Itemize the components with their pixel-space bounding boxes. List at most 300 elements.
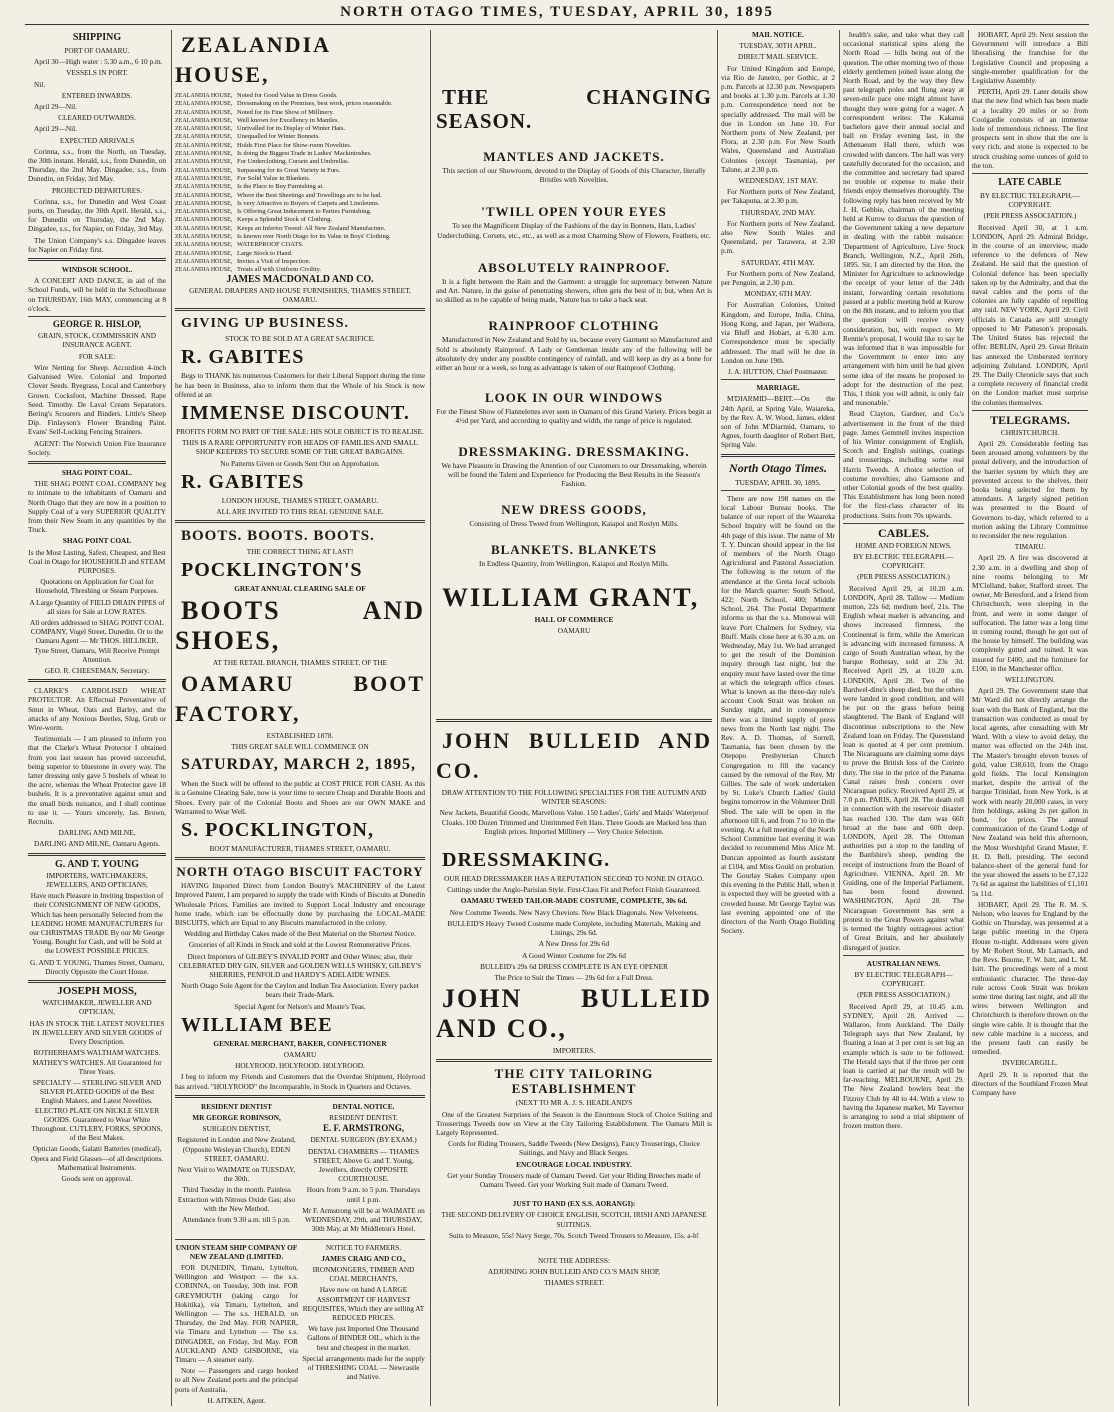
zealandia-list-item [175, 200, 425, 208]
zealandia-row-text: Invites a Visit of Inspection. [237, 257, 311, 265]
mantles-text: This section of our Showroom, devoted to the Display of Goods of this Character, literally Bristles with Novelties. [442, 166, 706, 185]
shag-text: THE SHAG POINT COAL COMPANY beg to intimate to the inhabitants of Oamaru and North Otago that they are now in a position to Supply Coal of a very SUPERIOR QUALITY from their New Seam in any quantities by the Truck. [28, 479, 166, 535]
mail-thursday-text: For Northern ports of New Zealand, also New South Wales and Queensland, per Tarawera, at 2.30 p.m. [721, 218, 835, 256]
shag-heading: SHAG POINT COAL. [61, 467, 133, 477]
gabites-note: No Patterns Given or Goods Sent Out on Approbation. [220, 458, 380, 468]
editorial: There are now 198 names on the local Labour Bureau books. The balance of our report of the Waiareka School Inquiry will be found on the 4th page of this issue. The name of Mr T. Y. Duncan should appear in the list of members of the North Otago Agricultural and Pastoral Association. The following is the return of the attendance at the Greta local schools for the March quarter: South School, 422; North School, 400; Middle School, 264. The Postal Department informs us that the s.s. Monowai will leave Port Chalmers for Sydney, via Bluff. Mails close here at 6.30 a.m. on Wednesday, May 1st. We had arranged to get the result of the Dominion inquiry through last night, but the enquiry must have lasted over the time at which the telegraph office closes. What is known as the three-day rule's account Cook Strait was broken on Sunday night, and in consequence there was a limited supply of press news from the North last night. The Rev. A. D. Thomas, of Sorrell, Tasmania, has been chosen by the Otepopo Presbyterian Church Congregation to fill the vacancy caused by the removal of the Rev. Mr Gillies. The sale of work undertaken by St. Luke's Church Ladies' Guild begins tomorrow in the Volunteer Drill Shed. The sale will be open in the afternoon till 6, and from 7 to 10 in the evening. At a full meeting of the North School Committee last evening it was decided to recommend Miss Alice M. Duncan appointed as fourth assistant at £104, and Miss Gould on probation. The Gourlay Stakes Company open this evening in the Public Hall, when it is expected they will be greeted with a crowded house. Mr George Taylor was last evening appointed one of the directors of the North Otago Building Society. [721, 493, 835, 936]
open-heading: 'TWILL OPEN YOUR EYES [481, 204, 667, 220]
column-2 [175, 30, 425, 1406]
divider [436, 1059, 712, 1062]
wellington-heading: WELLINGTON. [1005, 675, 1055, 684]
cables-sub: HOME AND FOREIGN NEWS. [855, 540, 952, 550]
shag-pipes: A Large Quantity of FIELD DRAIN PIPES of all sizes for Sale at LOW RATES. [29, 597, 165, 616]
dental-notice-heading: DENTAL NOTICE. [332, 1101, 395, 1111]
dental-notice-resident: RESIDENT DENTIST. [329, 1113, 398, 1123]
hislop-sub: GRAIN, STOCK, COMMISSION AND INSURANCE AGENT. [37, 331, 157, 350]
windows-heading: LOOK IN OUR WINDOWS [484, 390, 664, 406]
divider [721, 490, 835, 491]
armstrong-heading: E. F. ARMSTRONG, [323, 1123, 404, 1134]
zealandia-heading: ZEALANDIA HOUSE, [175, 32, 332, 87]
late-cable-heading: LATE CABLE [998, 177, 1062, 189]
zealandia-list-item [175, 192, 425, 200]
zealandia-row-text: Keeps a Splendid Stock of Clothing. [237, 216, 332, 224]
zealandia-list-item [175, 142, 425, 150]
sale-date: SATURDAY, MARCH 2, 1895, [181, 756, 416, 774]
zealandia-row-label: ZEALANDIA HOUSE, [175, 184, 233, 191]
changing-heading: THE CHANGING SEASON. [436, 85, 712, 133]
zealandia-row-label: ZEALANDIA HOUSE, [175, 250, 233, 257]
windsor-text: A CONCERT AND DANCE, in aid of the School Funds, will be held in the Schoolhouse on THURSDAY, 16th MAY, commencing at 8 o'clock. [28, 276, 166, 313]
zealandia-row-label: ZEALANDIA HOUSE, [175, 109, 233, 116]
windsor-heading: WINDSOR SCHOOL. [61, 265, 133, 275]
column-3 [436, 30, 712, 1406]
dentist-third: Third Tuesday in the month. Painless Extraction with Nitrous Oxide Gas; also with the New Method. [177, 1185, 296, 1213]
moss-heading: JOSEPH MOSS, [57, 985, 137, 998]
entered-heading: ENTERED INWARDS. [61, 90, 133, 100]
gabites-discount: IMMENSE DISCOUNT. [181, 401, 410, 424]
tailoring-suit: Get your Sunday Trousers made of Oamaru Tweed. Get your Riding Breeches made of Oamaru Tweed. Get your Working Suit made of Oamaru Tweed. [447, 1170, 701, 1189]
zealandia-row-text: Where the Best Sheetings and Towellings are to be had. [237, 191, 382, 199]
zealandia-row-text: Noted for its Fine Show of Millinery. [237, 108, 334, 116]
boots-heading: BOOTS. BOOTS. BOOTS. [181, 528, 375, 545]
just-to-hand-measure: Suits to Measure, 55s! Navy Serge, 70s. Scotch Tweed Trousers to Measure, 15s. a-h! [448, 1230, 700, 1240]
shag-quote: Quotations on Application for Coal for Household, Threshing or Steam Purposes. [35, 577, 159, 596]
divider [175, 520, 425, 523]
gabites-heading: R. GABITES [181, 346, 305, 369]
zealandia-row-text: Noted for Good Value in Dress Goods. [237, 92, 338, 99]
shag-sub: SHAG POINT COAL [62, 536, 132, 546]
column-4 [721, 30, 835, 1406]
boots-sub: THE CORRECT THING AT LAST! [246, 547, 354, 557]
young-signature: G. AND T. YOUNG, Thames Street, Oamaru, Directly Opposite the Court House. [29, 957, 165, 976]
gabites-text: Begs to THANK his numerous Customers for their Liberal Support during the time he has been in Business, also to inform them that the Whole of his Stock is now offered at an [175, 371, 425, 399]
bulleid-heading: JOHN BULLEID AND CO. [436, 728, 712, 784]
address-street: THAMES STREET. [544, 1278, 604, 1288]
column-6 [972, 30, 1088, 1406]
boots-big: BOOTS AND SHOES, [175, 595, 425, 655]
bulleid-items: New Jackets, Beautiful Goods, Marvellous Value. 150 Ladies', Girls' and Maids' Waterproof Cloaks. 100 Dozen Trimmed and Untrimmed Felt Hats. Three Goods are Marked less than English prices. Imported Millinery — Very Choice Selection. [439, 808, 709, 836]
zealandia-row-text: Unequalled for Winter Bonnets. [237, 133, 321, 141]
vessels-heading: VESSELS IN PORT. [66, 68, 128, 78]
blankets-text: In Endless Quantity, from Wellington, Kaiapoi and Roslyn Mills. [479, 559, 669, 569]
bulleid-price-2: A Good Winter Costume for 29s 6d [522, 950, 626, 960]
bulleid-price-1: A New Dress for 29s 6d [538, 939, 610, 949]
paper-date: TUESDAY, APRIL 30, 1895. [735, 477, 821, 487]
clothing-text: Manufactured in New Zealand and Sold by us, because every Garment so Manufactured and Sold is absolutely Rainproof. A Lady or Gentleman inside any of the following will be absolutely dry under any possible contingency of rainfall, and will keep as dry as a bone for either an hour or a week, so long as advantage is taken of our Rainproof Clothing. [436, 335, 712, 373]
grant-heading: WILLIAM GRANT, [442, 582, 700, 612]
zealandia-row-text: Treats all with Uniform Civility. [237, 266, 322, 274]
pocklington-signature: S. POCKLINGTON, [181, 819, 374, 841]
zealandia-list-item [175, 117, 425, 125]
bulleid-importers: IMPORTERS. [552, 1046, 596, 1056]
christchurch-text: April 29. Considerable feeling has been aroused among volunteers by the postal delivery, and the introduction of the barrier system by which they are prevented access to the shelves, their books being selected for them by attendants. A largely signed petition was presented to the Board of Governors to-day, which referred to a motion asking the Library Committee to reconsider the new regulation. [972, 438, 1088, 540]
craig-sub: IRONMONGERS, TIMBER AND COAL MERCHANTS, [312, 1264, 415, 1284]
mail-sub: DIRECT MAIL SERVICE. [738, 52, 818, 62]
dentist-title: SURGEON DENTIST, [202, 1124, 271, 1134]
pocklington-sub: GREAT ANNUAL CLEARING SALE OF [234, 584, 366, 594]
bulleid-price-3: The Price to Suit the Times — 29s 6d for a Full Dress. [494, 972, 654, 982]
timaru-heading: TIMARU. [1014, 542, 1046, 552]
mail-wednesday-text: For Northern ports of New Zealand, per Takapuna, at 2.30 p.m. [721, 187, 835, 206]
union-text: FOR DUNEDIN, Timaru, Lyttelton, Wellington and Westport — the s.s. CORINNA, on Tuesday, 30th inst. FOR GREYMOUTH (taking cargo for Hokitika), via Timaru, Lyttelton, and Wellington — The s.s. HERALD, on Thursday, the 2nd May. FOR NAPIER, via Timaru and Lyttelton — The s.s. DINGADEE, on Friday, 3rd May. FOR AUCKLAND AND GISBORNE, via Timaru — A steamer early. [175, 1262, 298, 1364]
zealandia-row-text: Dressmaking on the Premises, best work, prices reasonable. [237, 100, 393, 108]
zealandia-row-text: Keeps an Inferior Tweed: All New Zealand Manufacture. [237, 224, 386, 232]
port-heading: PORT OF OAMARU. [64, 46, 130, 55]
zealandia-list-item [175, 109, 425, 117]
giving-heading: GIVING UP BUSINESS. [181, 316, 349, 332]
column-divider [717, 30, 718, 1406]
mail-heading: MAIL NOTICE. [752, 30, 804, 39]
zealandia-list-item [175, 250, 425, 258]
projected-heading: PROJECTED DEPARTURES. [51, 185, 143, 195]
rainproof-text: It is a fight between the Rain and the Garment: a struggle for supremacy between Nature and Art. Nature, in the guise of penetrating showers, often gets the best of it; but, when Art is so skilled as to be capable of being made, Nature has to take a back seat. [436, 276, 712, 305]
divider [28, 316, 166, 317]
hobart-text: HOBART, April 29. Next session the Government will introduce a Bill liberalising the franchise for the Legislative Council and proposing a single-member qualification for the Legislative Assembly. [972, 30, 1088, 86]
bee-text: I beg to inform my Friends and Customers that the Overdue Shipment, Holyrood has arrived. "HOLYROOD" the Incomparable, in Stock in Quarters and Octaves. [175, 1072, 425, 1091]
dentist-robinson [175, 1102, 298, 1236]
shag-sub2: Is the Most Lasting, Safest, Cheapest, and Best Coal in Otago for HOUSEHOLD and STEAM PURPOSES. [28, 547, 166, 575]
zealandia-row-label: ZEALANDIA HOUSE, [175, 134, 233, 141]
invercargill-text: April 29. It is reported that the directors of the Southland Frozen Meat Company have [972, 1069, 1088, 1097]
mail-signature: J. A. HUTTON, Chief Postmaster. [728, 366, 828, 376]
masthead: NORTH OTAGO TIMES, TUESDAY, APRIL 30, 1895 [340, 4, 774, 20]
just-to-hand-text: THE SECOND DELIVERY OF CHOICE ENGLISH, SCOTCH, IRISH AND JAPANESE SUITINGS. [441, 1210, 707, 1229]
bee-town: OAMARU [283, 1050, 317, 1060]
marriage-heading: MARRIAGE. [756, 383, 800, 393]
hislop-agent: AGENT: The Norwich Union Fire Insurance Society. [28, 438, 166, 457]
tailoring-sub: (NEXT TO MR A. J. S. HEADLAND'S [515, 1098, 633, 1108]
zealandia-signature-sub: GENERAL DRAPERS AND HOUSE FURNISHERS, THAMES STREET, OAMARU. [189, 285, 411, 304]
bulleid-made: BULLEID'S Heavy Tweed Costume made Complete, including Materials, Making and Linings, 29s 6d. [447, 918, 701, 938]
tailoring-heading: THE CITY TAILORING ESTABLISHMENT [494, 1066, 654, 1097]
giving-sub: STOCK TO BE SOLD AT A GREAT SACRIFICE. [225, 334, 375, 344]
zealandia-signature: JAMES MACDONALD AND CO. [226, 273, 374, 285]
column-5 [843, 30, 964, 1406]
dressmaking-heading: DRESSMAKING. DRESSMAKING. [458, 443, 690, 459]
zealandia-list-item [175, 208, 425, 216]
new-dress-text: Consisting of Dress Tweed from Wellington, Kaiapoi and Roslyn Mills. [469, 519, 679, 529]
clayton-text: Read Clayton, Gardner, and Co.'s advertisement in the front of the third page. James Gemmell invites inspection of his Winter consignment of English, Scotch and English suitings, coatings and trouserings, including some real Harris Tweeds. A choice selection of costume novelties; also Gamsone and other Colonial goods of the best quality. This Establishment has long been noted for the first-class character of its productions. Suits from 70s upwards. [843, 409, 964, 520]
divider [28, 679, 166, 682]
biscuit-imports: Direct Importers of GILBEY'S INVALID PORT and Other Wines; also, their CELEBRATED DRY GIN, SILVER and GOLDEN WELLS WHISKY, GILBEY'S SHERRIES, PENFOLD and HARDY'S ADELAIDE WINES. [178, 951, 422, 980]
gabites-address: LONDON HOUSE, THAMES STREET, OAMARU. [221, 495, 379, 505]
divider [175, 308, 425, 311]
late-cable-association: (PER PRESS ASSOCIATION.) [983, 211, 1077, 221]
column-divider [839, 30, 840, 1406]
darling-testimonial: Testimonials — I am pleased to inform you that the Clarke's Wheat Protector I obtained from you last season has proved successful, being superior to bluestone in every way. The latter dressing only gave 5 bushels of wheat to the acre, whereas the Wheat Protector gave 18 bushels. It is a preventative against smut and the small birds nuisance, and I shall continue to use it. — Yours sincerely, Jas. Brown, Recruits. [28, 734, 166, 827]
zealandia-row-text: Is known over North Otago for its Value in Boys' Clothing. [237, 233, 391, 241]
union-note: The Union Company's s.s. Dingadee leaves for Napier on Friday first. [28, 235, 166, 254]
zealandia-row-label: ZEALANDIA HOUSE, [175, 175, 233, 182]
shag-orders: All orders addressed to SHAG POINT COAL COMPANY, Vogel Street, Dunedin. Or to the Oamaru Agent — Mr THOS. HILLIKER, Tyne Street, Oamaru, Will Receive Prompt Attention. [29, 617, 165, 664]
timaru-text: April 29. A fire was discovered at 2.30 a.m. in a dwelling and shop of nine rooms belonging to Mr M'Clelland, baker, Stafford street. The owner, Mr Beresford, and a friend from Christchurch, were sleeping in the front, and were in some danger of suffocation. The latter was a long time in coming round, though he got out of the house by himself. The building was completely gutted and ruined. It was insured for £400, and the furniture for £100, in the Manchester office. [972, 553, 1088, 673]
wellington-text: April 29. The Government state that Mr Ward did not directly arrange the loan with the Bank of England, but the transaction was conducted as usual by local agents, after consulting with Mr Ward. With a view to avoid delay, the matter was effected on the 24th inst. The Master's brought eleven boxes of gold, value £38,610, from the Otago gold fields. The local Kensington market, despite the arrival of the barque Trinidad, from New York, is at work with nearly 20,000 cases, in very firm holdings, asking 2s per gallon in bond, for prices. The annual communication of the Grand Lodge of New Zealand was held this afternoon, the Most Worshipful Grand Master, F. H. D. Bell, presiding. The second balance-sheet of the general fund for the year showed the assets to be £7,122 7s 6d as against the liabilities of £1,101 5s 11d. [972, 686, 1088, 898]
cables-association: (PER PRESS ASSOCIATION.) [857, 572, 950, 582]
divider [843, 955, 964, 956]
moss-sub: WATCHMAKER, JEWELLER AND OPTICIAN, [42, 998, 152, 1017]
zealandia-row-label: ZEALANDIA HOUSE, [175, 217, 233, 224]
paper-title: North Otago Times. [729, 460, 827, 475]
zealandia-list-item [175, 92, 425, 100]
moss-text: HAS IN STOCK THE LATEST NOVELTIES IN JEWELLERY AND SILVER GOODS of Every Description. [29, 1018, 165, 1047]
biscuit-agent: North Otago Sole Agent for the Ceylon and Indian Tea Association. Every packet bears their Trade-Mark. [181, 981, 419, 1000]
mail-date: TUESDAY, 30TH APRIL. [739, 41, 817, 51]
zealandia-list-item [175, 233, 425, 241]
zealandia-list-item [175, 125, 425, 133]
biscuit-heading: NORTH OTAGO BISCUIT FACTORY [176, 864, 424, 880]
invercargill-heading: INVERCARGILL. [1002, 1058, 1058, 1068]
moss-optician: Optician Goods, Galatti Batteries (medical), Opera and Field Glasses—of all descriptions. Mathematical Instruments. [30, 1144, 164, 1172]
expected-text: Corinna, s.s., from the North, on Tuesday, the 30th instant. Herald, s.s., from Dunedin, on Thursday, the 2nd May. Dingadee, s.s., from Dunedin, on Friday, 3rd May. [28, 146, 166, 184]
zealandia-row-text: Is very Attractive to Buyers of Carpets and Linoleums. [237, 199, 380, 207]
tailoring-encourage: ENCOURAGE LOCAL INDUSTRY. [516, 1159, 632, 1169]
zealandia-row-text: Is Offering Great Inducement to Parties Furnishing. [237, 208, 372, 216]
projected-text: Corinna, s.s., for Dunedin and West Coast ports, on Tuesday, the 30th April. Herald, s.s., for Dunedin on Thursday, the 2nd May. Dingadee, s.s., for Napier, on Friday, 3rd May. [28, 196, 166, 234]
divider [972, 173, 1088, 174]
tailoring-items: Cords for Riding Trousers, Saddle Tweeds (New Designs), Fancy Trouserings, Choice Suitings, and Navy and Black Serges. [448, 1139, 700, 1158]
vessels-text: Nil. [34, 79, 46, 89]
cleared-heading: CLEARED OUTWARDS. [58, 113, 136, 123]
tailoring-text: One of the Greatest Surprises of the Season is the Enormous Stock of Choice Suiting and Trouserings Tweeds now on View at the City Tailoring Establishment. The Oamaru Mill is Largely Represented. [436, 1109, 712, 1137]
zealandia-list-item [175, 225, 425, 233]
zealandia-row-text: Large Stock to Hand. [237, 249, 293, 257]
zealandia-row-label: ZEALANDIA HOUSE, [175, 142, 233, 149]
zealandia-row-label: ZEALANDIA HOUSE, [175, 151, 233, 158]
zealandia-row-label: ZEALANDIA HOUSE, [175, 209, 233, 216]
armstrong-waimate: Mr F. Armstrong will be at WAIMATE on WEDNESDAY, 29th, and THURSDAY, 30th May, at Mr Middleton's Hotel. [302, 1205, 425, 1234]
divider [721, 454, 835, 457]
divider [28, 853, 166, 856]
address-text: ADJOINING JOHN BULLEID AND CO.'S MAIN SHOP, [488, 1267, 660, 1277]
new-dress-heading: NEW DRESS GOODS, [501, 502, 647, 518]
bulleid-heading-2: JOHN BULLEID AND CO., [436, 984, 712, 1044]
hislop-items: Wire Netting for Sheep. Accordion 4-inch Galvanised Wire. Colonial and Imported Clover Seeds. Ryegrass, Local and Canterbury Grown. Cocksfoot, Machine Dressed. Rape Seed. Timothy. De Laval Cream Separators. Bering's Scourers and Binders. Little's Sheep Dip. Finlayson's Flower Branding Paint. Evans' Self-Locking Fencing Strainers. [28, 362, 166, 437]
pocklington-signature-sub: BOOT MANUFACTURER, THAMES STREET, OAMARU. [209, 844, 391, 853]
armstrong-hours: Hours from 9 a.m. to 5 p.m. Thursdays until 1 p.m. [306, 1185, 421, 1204]
rainproof-heading: ABSOLUTELY RAINPROOF. [477, 259, 671, 275]
gabites-profits: PROFITS FORM NO PART OF THE SALE: HIS SOLE OBJECT IS TO REALISE. [176, 426, 424, 436]
bee-sub: GENERAL MERCHANT, BAKER, CONFECTIONER [213, 1038, 387, 1048]
just-to-hand-heading: JUST TO HAND (EX S.S. AORANGI): [512, 1199, 636, 1209]
zealandia-row-label: ZEALANDIA HOUSE, [175, 93, 233, 99]
perth-text: PERTH, April 29. Later details show that the new find which has been made at a locality 20 miles or so from Coolgardie consists of an immense lode of tremendous richness. The first prospects sent in show that the ore is very rich, and stone is expected to be struck crushing some ounces of gold to the ton. [972, 87, 1088, 170]
australian-news-text: Received April 29, at 10.45 a.m. SYDNEY, April 28. Arrived — Wallaroo, from Auckland. The Daily Telegraph says that New Zealand, by floating a loan at 3 per cent is set big an example which is sure to be followed. The Herald says that if the three per cent loan is carried at par the result will be far-reaching. MELBOURNE, April 29. The New Zealand bowlers beat the Fitzroy Club by 48 to 44. With a view to having the Japanese market, Mr Tavernor is arranging to send a trial shipment of frozen mutton there. [843, 1001, 964, 1131]
zealandia-list-item [175, 100, 425, 108]
dentist-visit: Next Visit to WAIMATE on TUESDAY, the 30th. [177, 1165, 296, 1184]
zealandia-list-item [175, 150, 425, 158]
darling-signature: DARLING AND MILNE, Oamaru Agents. [33, 839, 161, 849]
darling-heading: DARLING AND MILNE, [58, 828, 136, 838]
mail-monday-text: For Australian Colonies, United Kingdom, and Europe, India, China, Hong Kong, and Japan, per Waihora, via Bluff and Hobart, at 6.30 a.m. Correspondence must be specially addressed. The mail will be due in London on June 19th. [721, 300, 835, 365]
divider [175, 1239, 425, 1240]
craig-text-2: We have just Imported One Thousand Gallons of BINDER OIL, which is the best and cheapest in the market. [307, 1324, 420, 1352]
zealandia-row-text: Surpassing for its Great Variety in Furs. [237, 166, 341, 174]
biscuit-special: Special Agent for Nelson's and Moate's Teas. [234, 1001, 366, 1011]
union-note-2: Note — Passengers and cargo booked to all New Zealand ports and the principal ports of Australia. [175, 1366, 298, 1394]
sale-text: When the Stock will be offered to the public at COST PRICE FOR CASH. As this is a Genuine Clearing Sale, now is your time to secure Cheap and Durable Boots and Shoes. Every pair of the Colonial Boots and Shoes are our OWN MAKE and Warranted to Wear Well. [175, 779, 425, 816]
shipping-heading: SHIPPING [72, 32, 122, 43]
divider [28, 258, 166, 261]
hislop-heading: GEORGE R. HISLOP, [52, 319, 142, 330]
zealandia-row-label: ZEALANDIA HOUSE, [175, 258, 233, 265]
bulleid-materials: New Costume Tweeds. New Navy Cheviots. New Black Diagonals. New Velveteens. [449, 907, 699, 917]
bulleid-eye-opener: BULLEID's 29s 6d DRESS COMPLETE IS AN EYE OPENER [480, 961, 668, 971]
bulleid-dressmaking-text: OUR HEAD DRESSMAKER HAS A REPUTATION SECOND TO NONE IN OTAGO. [444, 874, 704, 884]
dentist-hours: Attendance from 9.30 a.m. till 5 p.m. [182, 1215, 291, 1225]
armstrong-title: DENTAL SURGEON (BY EXAM.) [310, 1135, 417, 1145]
australian-news-by: BY ELECTRIC TELEGRAPH—COPYRIGHT. [854, 969, 953, 989]
bee-heading: WILLIAM BEE [181, 1013, 333, 1036]
open-text: To see the Magnificent Display of the Fashions of the day in Bonnets, Hats, Ladies' Underclothing, Corsets, etc., etc., as well as a most Charming Show of Flowers, Feathers, etc. [437, 221, 711, 240]
zealandia-list-item [175, 133, 425, 141]
dentist-armstrong [302, 1102, 425, 1236]
late-cable-text: Received April 30, at 1 a.m. LONDON, April 29. Admiral Bridge, in the course of an interview, made reference to the defences of New Zealand. He said that the question of Colonial defence has been specially taken up by the Admiralty, and that the naval cables and the ports of the colonies are fully capable of repelling any raid. NEW YORK, April 29. Civil officials in Canada are still strongly opposed to Mr Patteson's proposals. The United States has rejected the offer. BERLIN, April 29. Great Britain has annexed the Umbersted territory adjoining Zululand. LONDON, April 29. The Daily Chronicle says that such a complete recovery of financial credit on the London market must surprise the colonies themselves. [972, 222, 1088, 407]
moss-specialty: SPECIALTY — STERLING SILVER AND SILVER PLATED GOODS of the Best English Makers, and Latest Novelties. ELECTRO PLATE ON NICKLE SILVER GOODS. Guaranteed to Wear White Throughout. CUTLERY, FORKS, SPOONS, of the Best Makes. [31, 1077, 163, 1143]
boots-at: AT THE RETAIL BRANCH, THAMES STREET, OF THE [212, 657, 388, 667]
column-divider [171, 30, 172, 1406]
late-cable-by: BY ELECTRIC TELEGRAPH.—COPYRIGHT. [980, 191, 1080, 210]
dentist-heading: RESIDENT DENTIST [200, 1101, 273, 1111]
sale-date-lead: THIS GREAT SALE WILL COMMENCE ON [231, 741, 369, 751]
hislop-forsale: FOR SALE: [78, 351, 116, 361]
zealandia-row-label: ZEALANDIA HOUSE, [175, 267, 233, 274]
dentist-registration: Registered in London and New Zealand, (Opposite Wesleyan Church), EDEN STREET, OAMARU. [177, 1135, 296, 1163]
zealandia-row-label: ZEALANDIA HOUSE, [175, 242, 233, 249]
expected-heading: EXPECTED ARRIVALS [59, 135, 135, 145]
zealandia-list-item [175, 258, 425, 266]
editorial-continued: health's sake, and take what they call occasional statistical spins along the North Road — hills being out of the question. The other morning two of those elderly gentlemen joined issue along the North Road, and by the way they flew past telegraph poles and flung away at seven-mile pace one might almost have thought they were going for a wager. A correspondent writes: The Kakanui bachelors gave their annual social and ball on Friday evening last, in the Athenaeum Hall there, which was crowded with dancers. The hall was very tastefully decorated for the occasion, and the committee and secretary had spared no trouble or expense to make their friends enjoy themselves thoroughly. The following reply has been received by Mr J. H. Gebbie, chairman of the meeting held at Kurow to discuss the question of the Government taking a new departure in dealing with the rabbit nuisance: 'Department of Agriculture, Live Stock Branch, Wellington, N.Z., April 26th, 1895. Sir, I am directed by the Hon. the Minister for Agriculture to acknowledge the receipt of your letter of the 24th instant, forwarding certain resolutions passed at a public meeting held at Kurow on the 8th instant, and to inform you that the question will receive every consideration, but, with respect to Mr Rennie's proposal, I would like to say he was informed that it was impossible for the Government to enter into any arrangement with him until he had given some idea of the means he proposed to adopt for the destruction of the pest. This, I think you will admit, is only fair and reasonable.' [843, 30, 964, 408]
zealandia-row-text: Unrivalled for its Display of Winter Hats. [237, 125, 346, 133]
darling-text: CLARKE'S CARBOLISED WHEAT PROTECTOR. An Effectual Preventative of Smut in Wheat, Oats and Barley, and the attacks of any Noxious Beetles, Slug, Grub or Wire-worm. [28, 686, 166, 732]
zealandia-row-label: ZEALANDIA HOUSE, [175, 234, 233, 241]
craig-ad [302, 1243, 425, 1407]
bottom-row [175, 1243, 425, 1407]
divider [28, 461, 166, 464]
union-heading: UNION STEAM SHIP COMPANY OF NEW ZEALAND (LIMITED. [175, 1242, 298, 1261]
zealandia-row-label: ZEALANDIA HOUSE, [175, 101, 233, 108]
craig-special: Special arrangements made for the supply of THRESHING COAL — Newcastle and Native. [302, 1353, 425, 1382]
moss-foot: Goods sent on approval. [61, 1173, 133, 1183]
divider [175, 857, 425, 860]
divider [721, 379, 835, 380]
zealandia-row-label: ZEALANDIA HOUSE, [175, 225, 233, 232]
zealandia-row-label: ZEALANDIA HOUSE, [175, 159, 233, 166]
zealandia-list-item [175, 183, 425, 191]
zealandia-list-item [175, 241, 425, 249]
zealandia-row-text: Is the Place to Buy Furnishing at. [237, 183, 324, 191]
craig-heading: JAMES CRAIG AND CO., [321, 1253, 406, 1263]
grant-town: OAMARU [557, 625, 591, 635]
armstrong-chambers: DENTAL CHAMBERS — THAMES STREET, Above G. and T. Young, Jewellers, directly OPPOSITE COURTHOUSE. [307, 1146, 420, 1184]
column-1 [28, 30, 166, 1406]
zealandia-row-label: ZEALANDIA HOUSE, [175, 117, 233, 124]
mail-thursday: THURSDAY, 2ND MAY. [740, 207, 816, 217]
column-divider [968, 30, 969, 1406]
marriage-text: M'DIARMID—BERT.—On the 24th April, at Spring Vale, Waiareka, by the Rev. A. W. Wood, James, eldest son of John M'Diarmid, Oamaru, to Agnes, fourth daughter of Robert Bert, Spring Vale. [721, 394, 835, 450]
dentist-row [175, 1102, 425, 1236]
union-signature: H. AITKEN, Agent. [207, 1395, 266, 1405]
gabites-heading-2: R. GABITES [181, 470, 305, 493]
zealandia-row-label: ZEALANDIA HOUSE, [175, 167, 233, 174]
bee-holyrood: HOLYROOD. HOLYROOD. HOLYROOD. [235, 1061, 365, 1071]
bulleid-sub: DRAW ATTENTION TO THE FOLLOWING SPECIALTIES FOR THE AUTUMN AND WINTER SEASONS: [441, 788, 707, 807]
entered-text: April 29—Nil. [34, 102, 77, 112]
zealandia-list-item [175, 175, 425, 183]
dentist-name: MR GEORGE ROBINSON, [192, 1113, 281, 1123]
divider [175, 1095, 425, 1098]
divider [972, 410, 1088, 411]
pocklington-heading: POCKLINGTON'S [181, 559, 363, 582]
cables-by: BY ELECTRIC TELEGRAPH.—COPYRIGHT. [853, 551, 954, 571]
cables-text: Received April 29, at 10.20 a.m. LONDON, April 28. Tallow — Medium mutton, 22s 6d; medium beef, 21s. The English wheat market is advancing, and shows increased firmness, the Continental is firm, while the American is advancing with increased firmness. A cargo of South Australian wheat, by the barque Rothesay, sold at 23s 3d. Received April 29, at 10.20 a.m. LONDON, April 28. Two of the Bardwel-dine's sheep died, but the others were landed in good condition, and will be put on the grass before being slaughtered. The Bank of England will discontinue subscriptions to the New Zealand loan on Friday. The Queensland loan is quoted at 4 per cent premium. The Nicaraguans are claiming some days to prove the British loss of the Corinto duty. The rise in the price of the Panama Canal raises fresh concern over Nicaraguan policy. Received April 29, at 7.0 p.m. PARIS, April 28. The death roll in connection with the reservoir disaster has reached 130. The dam was 66ft broad at the base and 60ft deep. LONDON, April 28. The Ottoman authorities put a stop to the landing of the Banfshire's sheep, pending the receipt of instructions from the Board of Agriculture. VIENNA, April 28. Mr Guiding, one of the Imperial Parliament, has been found drowned. WASHINGTON, April 28. The Nicaraguan Government has sent a protest to the Great Powers against what is termed the 'highly outrageous action' of Great Britain, and her absolutely disregard of justice. [843, 583, 964, 952]
zealandia-row-text: Well known for Excellency in Mantles. [237, 116, 340, 124]
dressmaking-text: We have Pleasure in Drawing the Attention of our Customers to our Dressmaking, wherein will be found the Talent and Experience for Producing the Best Results in the Season's Fashion. [441, 460, 707, 489]
mail-text: For United Kingdom and Europe, via Rio de Janeiro, per Gothic, at 2 p.m. Parcels at 12.30 p.m. Newspapers and books at 1.30 p.m. Parcels at 1.30 p.m. Correspondence need not be specially addressed. The mail will be due in London on June 10. For Northern ports of New Zealand, per Flora, at 2.30 p.m. For New South Wales, Queensland and Australian Colonies (except Tasmania), per Talune, at 2.30 p.m. [721, 63, 835, 174]
young-text: Have much Pleasure in Inviting Inspection of their CONSIGNMENT OF NEW GOODS, Which has been personally Selected from the LEADING HOME MANUFACTURERS for our CHRISTMAS TRADE By our Mr George Young. Bought for Cash, and will be Sold at the LOWEST POSSIBLE PRICES. [29, 891, 165, 956]
young-sub: IMPORTERS, WATCHMAKERS, JEWELLERS, AND OPTICIANS, [46, 870, 148, 890]
mail-wednesday: WEDNESDAY, 1ST MAY. [738, 176, 818, 186]
union-ad [175, 1243, 298, 1407]
zealandia-row-text: WATERPROOF COATS. [237, 241, 304, 249]
zealandia-list-item [175, 158, 425, 166]
windows-text: For the Finest Show of Flannelettes ever seen in Oamaru of this Grand Variety. Prices begin at 4½d per Yard, and according to quality and width, the range of price is regulated. [436, 407, 712, 426]
column-divider [430, 30, 431, 1406]
mail-saturday-text: For Northern ports of New Zealand, per Penguin, at 2.30 p.m. [721, 268, 835, 288]
australian-news-heading: AUSTRALIAN NEWS. [866, 958, 941, 968]
divider [28, 980, 166, 983]
divider [843, 523, 964, 524]
zealandia-list [175, 92, 425, 275]
clothing-heading: RAINPROOF CLOTHING [488, 318, 660, 334]
masthead-rule [25, 24, 1089, 25]
gabites-invite: ALL ARE INVITED TO THIS REAL GENUINE SALE. [216, 506, 384, 516]
christchurch-heading: CHRISTCHURCH. [1000, 427, 1060, 437]
bulleid-costume: OAMARU TWEED TAILOR-MADE COSTUME, COMPLETE, 30s 6d. [460, 896, 688, 906]
zealandia-row-text: For Underclothing, Corsets and Umbrellas. [237, 158, 350, 166]
biscuit-text: HAVING Imported Direct from London Boutry's MACHINERY of the Latest Improved Patent, I am prepared to supply the trade with Kinds of Biscuits at Dunedin Wholesale Prices. Families are invited to Support Local Industry and encourage home trade, which can be effectually done by purchasing the LOCAL-MADE BISCUITS, which are Equal to any Biscuits manufactured in the colony. [175, 881, 425, 928]
zealandia-row-label: ZEALANDIA HOUSE, [175, 126, 233, 133]
mail-saturday: SATURDAY, 4TH MAY. [741, 257, 815, 267]
zealandia-row-text: Is doing the Biggest Trade in Ladies' Mackintoshes. [237, 150, 372, 158]
zealandia-list-item [175, 216, 425, 224]
farmers-heading: NOTICE TO FARMERS. [325, 1242, 402, 1252]
factory-established: ESTABLISHED 1878. [266, 730, 334, 740]
shag-signature: GEO. R. CHEESEMAN, Secretary. [44, 665, 150, 675]
address-heading: NOTE THE ADDRESS: [537, 1255, 611, 1265]
blankets-heading: BLANKETS. BLANKETS [490, 542, 658, 558]
biscuit-cakes: Wedding and Birthday Cakes made of the Best Material on the Shortest Notice. [184, 929, 416, 939]
biscuit-groceries: Groceries of all Kinds in Stock and sold at the Lowest Remunerative Prices. [188, 940, 412, 950]
factory-heading: OAMARU BOOT FACTORY, [175, 670, 425, 726]
zealandia-row-label: ZEALANDIA HOUSE, [175, 192, 233, 199]
cleared-text: April 29—Nil. [34, 124, 77, 134]
zealandia-list-item [175, 167, 425, 175]
bulleid-dressmaking-heading: DRESSMAKING. [442, 849, 611, 872]
zealandia-row-label: ZEALANDIA HOUSE, [175, 200, 233, 207]
divider [436, 719, 712, 722]
zealandia-row-text: Holds First Place for Show-room Novelties. [237, 141, 352, 149]
cables-heading: CABLES. [877, 525, 930, 540]
hobart-text-2: HOBART, April 29. The R. M. S. Nelson, who leaves for England by the Gothic on Thursday, was presented at a large public meeting in the Opera House to-night. Addresses were given by Mr Robert Stout, Mr Larnach, and the Revs. Bourne, F. W. Isitt, and L. M. Isitt. The proceedings were of a most enthusiastic character. The three-day rule across Cook Strait was broken some time during last night, and all the wires between Wellington and Christchurch is therefore thrown on the single wire cable. It is thought that the new cable machine is a success, and the present fault can easily be remedied. [972, 899, 1088, 1057]
moss-watches: ROTHERHAM'S WALTHAM WATCHES. MATHEY'S WATCHES. All Guaranteed for Three Years. [32, 1048, 162, 1076]
telegrams-heading: TELEGRAMS. [990, 412, 1070, 427]
gabites-chance: THIS IS A RARE OPPORTUNITY FOR HEADS OF FAMILIES AND SMALL SHOP KEEPERS TO SECURE SOME OF THE GREAT BARGAINS. [182, 438, 418, 457]
craig-text: Have now on hand A LARGE ASSORTMENT OF HARVEST REQUISITES, Which they are selling AT REDUCED PRICES. [302, 1285, 425, 1322]
mantles-heading: MANTLES AND JACKETS. [483, 149, 665, 164]
zealandia-row-text: For Solid Value in Blankets. [237, 174, 311, 182]
high-water: April 30—High water : 5.30 a.m., 6 10 p.m. [34, 57, 163, 67]
bulleid-cutting: Cuttings under the Anglo-Parisian Style. First-Class Fit and Perfect Finish Guaranteed. [447, 885, 701, 895]
